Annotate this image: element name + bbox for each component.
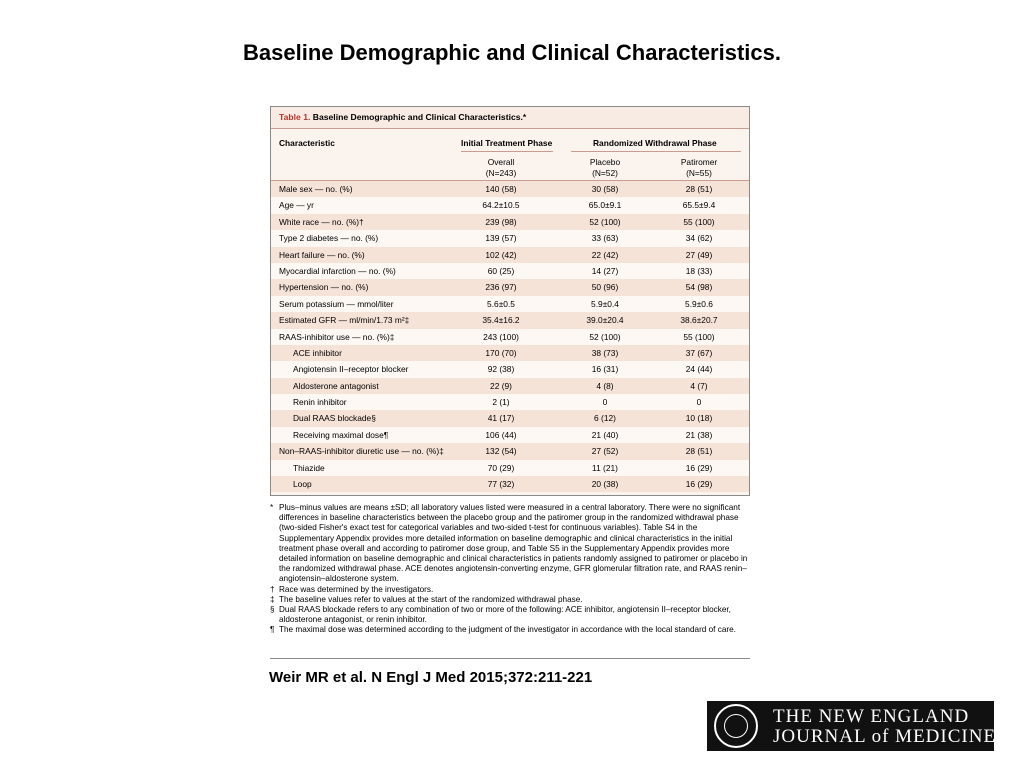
footnote (270, 595, 754, 605)
cell-placebo: 21 (40) (591, 429, 619, 440)
cell-overall: 243 (100) (483, 331, 519, 342)
header-overall-label: Overall (487, 157, 515, 167)
cell-overall: 132 (54) (485, 446, 517, 457)
cell-placebo: 65.0±9.1 (588, 200, 622, 211)
row-label: Heart failure — no. (%) (279, 249, 365, 260)
cell-placebo: 30 (58) (591, 184, 619, 194)
cell-placebo: 4 (8) (596, 380, 614, 391)
header-placebo (570, 157, 640, 178)
row-label: Type 2 diabetes — no. (%) (279, 233, 379, 244)
cell-patiromer: 27 (49) (685, 249, 713, 260)
footnote-mark: * (270, 503, 274, 512)
row-label: RAAS-inhibitor use — no. (%)‡ (279, 331, 395, 342)
table-footnotes (270, 503, 754, 636)
cell-placebo: 27 (52) (591, 446, 619, 457)
nejm-logo (707, 701, 997, 751)
cell-patiromer: 18 (33) (685, 265, 713, 276)
header-initial-phase: Initial Treatment Phase (461, 138, 553, 148)
cell-patiromer: 4 (7) (690, 380, 708, 391)
cell-placebo: 5.9±0.4 (591, 298, 619, 309)
footnote-text: The baseline values refer to values at the start of the randomized withdrawal phase. (279, 594, 583, 604)
cell-placebo: 11 (21) (592, 462, 618, 473)
slide-title: Baseline Demographic and Clinical Characteristics. (243, 40, 781, 65)
cell-patiromer: 55 (100) (683, 216, 715, 227)
cell-patiromer: 34 (62) (685, 233, 713, 244)
table-row (271, 410, 749, 426)
header-patiromer (664, 157, 734, 178)
header-rule-withdrawal (571, 151, 741, 152)
cell-patiromer: 54 (98) (685, 282, 713, 293)
cell-patiromer: 16 (29) (685, 462, 713, 473)
table-row (271, 361, 749, 377)
footnote-mark: § (270, 605, 275, 615)
footnote-mark: ‡ (270, 594, 275, 604)
cell-patiromer: 28 (51) (685, 446, 713, 457)
header-withdrawal-phase: Randomized Withdrawal Phase (593, 138, 717, 148)
row-label: Male sex — no. (%) (279, 184, 353, 194)
nejm-logo-line2: JOURNAL of MEDICINE (773, 726, 997, 747)
table-row (271, 247, 749, 263)
row-label: Dual RAAS blockade§ (293, 413, 376, 424)
cell-patiromer: 28 (51) (685, 184, 713, 194)
cell-placebo: 6 (12) (594, 413, 616, 424)
cell-overall: 41 (17) (487, 413, 515, 424)
nejm-logo-line1: THE NEW ENGLAND (773, 706, 970, 727)
cell-placebo: 14 (27) (591, 265, 619, 276)
footnote (270, 503, 754, 585)
citation: Weir MR et al. N Engl J Med 2015;372:211-221 (269, 669, 593, 686)
cell-placebo: 0 (602, 397, 608, 408)
cell-overall: 64.2±10.5 (482, 200, 520, 211)
cell-overall: 5.6±0.5 (487, 298, 515, 309)
table-row (271, 460, 749, 476)
table-row (271, 263, 749, 279)
cell-patiromer: 5.9±0.6 (685, 298, 713, 309)
table-body (271, 181, 749, 492)
header-placebo-n: (N=52) (592, 167, 618, 178)
row-label: Hypertension — no. (%) (279, 282, 369, 293)
footnote (270, 625, 754, 635)
footnote-divider (270, 658, 750, 659)
footnote-mark: † (270, 584, 275, 594)
cell-patiromer: 55 (100) (683, 331, 715, 342)
cell-overall: 102 (42) (485, 249, 517, 260)
row-label: Age — yr (279, 200, 314, 211)
row-label: Receiving maximal dose¶ (293, 429, 389, 440)
cell-overall: 239 (98) (485, 216, 517, 227)
footnote (270, 605, 754, 625)
cell-overall: 106 (44) (485, 429, 517, 440)
cell-placebo: 52 (100) (589, 331, 621, 342)
row-label: Aldosterone antagonist (293, 380, 379, 391)
footnote-mark: ¶ (270, 625, 275, 635)
cell-overall: 35.4±16.2 (482, 315, 520, 326)
cell-overall: 77 (32) (487, 479, 515, 490)
cell-overall: 236 (97) (485, 282, 517, 293)
cell-overall: 170 (70) (485, 347, 517, 358)
header-characteristic: Characteristic (279, 138, 335, 148)
table-row (271, 312, 749, 328)
cell-patiromer: 38.6±20.7 (680, 315, 718, 326)
table-row (271, 181, 749, 197)
cell-placebo: 20 (38) (591, 479, 619, 490)
footnote-text: Dual RAAS blockade refers to any combination of two or more of the following: ACE inhibitor, angiotensin II–receptor blocker, aldosterone antagonist, or renin inhibitor. (279, 605, 731, 625)
header-overall-n: (N=243) (485, 167, 517, 178)
row-label: ACE inhibitor (293, 347, 342, 358)
footnote-text: Race was determined by the investigators. (279, 584, 434, 594)
table-row (271, 427, 749, 443)
header-rule-initial (461, 151, 553, 152)
table-panel (270, 106, 750, 496)
row-label: Non–RAAS-inhibitor diuretic use — no. (%)‡ (279, 446, 444, 457)
table-row (271, 230, 749, 246)
table-caption-text: Baseline Demographic and Clinical Characteristics.* (310, 112, 527, 122)
table-row (271, 378, 749, 394)
row-label: Renin inhibitor (293, 397, 347, 408)
row-label: Angiotensin II–receptor blocker (293, 364, 409, 375)
table-row (271, 476, 749, 492)
nejm-seal-icon (714, 704, 758, 748)
table-caption-label: Table 1. (279, 112, 311, 122)
cell-overall: 139 (57) (485, 233, 517, 244)
row-label: Thiazide (293, 462, 325, 473)
table-row (271, 197, 749, 213)
cell-placebo: 39.0±20.4 (586, 315, 624, 326)
table-row (271, 329, 749, 345)
table-row (271, 214, 749, 230)
header-patiromer-n: (N=55) (686, 167, 712, 178)
cell-patiromer: 21 (38) (685, 429, 713, 440)
cell-placebo: 22 (42) (591, 249, 619, 260)
table-row (271, 443, 749, 459)
row-label: Myocardial infarction — no. (%) (279, 265, 396, 276)
cell-patiromer: 65.5±9.4 (682, 200, 716, 211)
cell-overall: 22 (9) (490, 380, 512, 391)
row-label: White race — no. (%)† (279, 216, 364, 227)
column-headers (271, 129, 749, 181)
header-patiromer-label: Patiromer (680, 157, 718, 167)
footnote-text: The maximal dose was determined according to the judgment of the investigator in accordance with the local standard of care. (279, 625, 736, 635)
cell-overall: 2 (1) (492, 397, 510, 408)
cell-overall: 70 (29) (487, 462, 515, 473)
cell-overall: 92 (38) (487, 364, 515, 375)
cell-placebo: 52 (100) (589, 216, 621, 227)
footnote-text: Plus–minus values are means ±SD; all laboratory values listed were measured in a central laboratory. There were no significant differences in baseline characteristics between the placebo group and the patiromer group in the randomized withdrawal phase (two-sided Fisher's exact test for categorical variables and two-sided t-test for continuous variables). Table S4 in the Supplementary Appendix provides more detailed information on baseline demographic and clinical characteristics in the initial treatment phase overall and according to patiromer dose group, and Table S5 in the Supplementary Appendix provides more detailed information on baseline demographic and clinical characteristics in patients randomly assigned to patiromer or placebo in the randomized withdrawal phase. ACE denotes angiotensin-converting enzyme, GFR glomerular filtration rate, and RAAS renin–angiotensin–aldosterone system. (279, 503, 748, 584)
cell-patiromer: 24 (44) (685, 364, 713, 375)
table-caption (271, 107, 749, 129)
cell-placebo: 16 (31) (591, 364, 619, 375)
footnote (270, 585, 754, 595)
header-placebo-label: Placebo (589, 157, 621, 167)
cell-overall: 140 (58) (485, 184, 517, 194)
cell-placebo: 33 (63) (591, 233, 619, 244)
cell-patiromer: 16 (29) (685, 479, 713, 490)
row-label: Serum potassium — mmol/liter (279, 298, 394, 309)
table-row (271, 296, 749, 312)
cell-placebo: 50 (96) (591, 282, 619, 293)
cell-patiromer: 0 (696, 397, 702, 408)
cell-patiromer: 37 (67) (685, 347, 713, 358)
table-row (271, 345, 749, 361)
cell-placebo: 38 (73) (591, 347, 619, 358)
cell-patiromer: 10 (18) (685, 413, 713, 424)
header-overall (466, 157, 536, 178)
row-label: Loop (293, 479, 312, 490)
row-label: Estimated GFR — ml/min/1.73 m²‡ (279, 315, 410, 326)
cell-overall: 60 (25) (487, 265, 515, 276)
table-row (271, 279, 749, 295)
table-row (271, 394, 749, 410)
